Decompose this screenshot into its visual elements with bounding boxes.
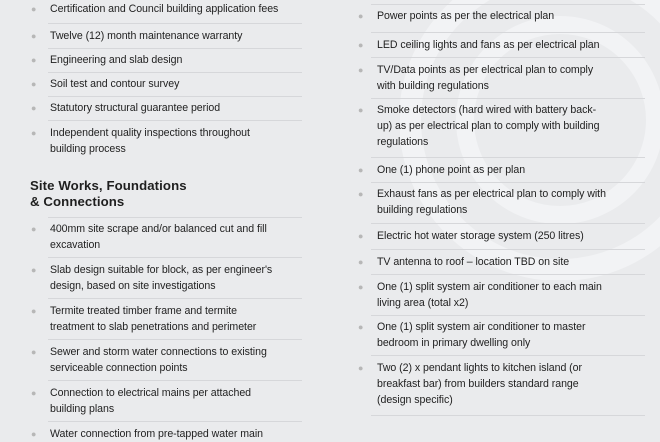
list-item [355,162,645,178]
list-item-text: Sewer and storm water connections to existing [50,346,267,358]
list-item-text: Connection to electrical mains per attached [50,387,252,399]
list-item-text: bedroom in primary dwelling only [377,337,531,349]
bullet-icon: ● [31,4,37,14]
list-item-text: Twelve (12) month maintenance warranty [50,30,243,42]
separator [371,4,645,5]
list-item-text: Independent quality inspections throughout [50,127,250,139]
list-item-text: breakfast bar) from builders standard range [377,378,579,390]
bullet-icon: ● [31,347,37,357]
list-item-text: TV/Data points as per electrical plan to comply [377,64,594,76]
list-item [28,28,310,44]
list-item-text: LED ceiling lights and fans as per electrical plan [377,39,600,51]
bullet-icon: ● [358,282,364,292]
separator [371,315,645,316]
bullet-icon: ● [31,128,37,138]
list-item-text: One (1) split system air conditioner to each main [377,281,602,293]
bullet-icon: ● [358,189,364,199]
separator [371,182,645,183]
list-item-text: Power points as per the electrical plan [377,10,555,22]
list-item [28,52,310,68]
bullet-icon: ● [31,306,37,316]
list-item-text: living area (total x2) [377,297,469,309]
separator [371,32,645,33]
list-item-text: treatment to slab penetrations and perimeter [50,321,257,333]
separator [48,96,302,97]
bullet-icon: ● [358,231,364,241]
separator [371,57,645,58]
list-item-text: (design specific) [377,394,453,406]
bullet-icon: ● [358,363,364,373]
separator [371,157,645,158]
list-item-text: One (1) phone point as per plan [377,164,526,176]
list-item-text: One (1) split system air conditioner to master [377,321,586,333]
list-item-text: Engineering and slab design [50,54,183,66]
separator [48,380,302,381]
bullet-icon: ● [31,79,37,89]
list-item-text: Statutory structural guarantee period [50,102,221,114]
separator [371,223,645,224]
list-item [28,221,310,253]
list-item [355,62,645,94]
bullet-icon: ● [358,257,364,267]
bullet-icon: ● [31,265,37,275]
list-item [28,1,310,17]
list-item [355,37,645,53]
separator [371,249,645,250]
list-item [28,76,310,92]
bullet-icon: ● [358,165,364,175]
list-item-text: with building regulations [377,80,489,92]
bullet-icon: ● [358,40,364,50]
bullet-icon: ● [31,31,37,41]
list-item-text: Two (2) x pendant lights to kitchen island (or [377,362,582,374]
list-item [28,100,310,116]
separator [48,339,302,340]
list-item [28,262,310,294]
bullet-icon: ● [31,429,37,439]
list-item-text: Soil test and contour survey [50,78,180,90]
list-item [28,344,310,376]
separator [48,48,302,49]
list-item-text: Water connection from pre-tapped water main [50,428,263,440]
separator [371,355,645,356]
list-item [355,228,645,244]
separator [48,298,302,299]
separator [371,274,645,275]
list-item-text: up) as per electrical plan to comply with building [377,120,600,132]
list-item-text: design, based on site investigations [50,280,216,292]
list-item-text: excavation [50,239,101,251]
list-item [355,279,645,311]
list-item-text: 400mm site scrape and/or balanced cut and fill [50,223,267,235]
list-item-text: building plans [50,403,115,415]
list-item-text: Termite treated timber frame and termite [50,305,237,317]
bullet-icon: ● [31,55,37,65]
list-item-text: Smoke detectors (hard wired with battery back- [377,104,597,116]
list-item-text: Electric hot water storage system (250 litres) [377,230,584,242]
bullet-icon: ● [31,103,37,113]
bullet-icon: ● [31,388,37,398]
bullet-icon: ● [358,65,364,75]
separator [48,120,302,121]
list-item [355,8,645,24]
list-item [355,186,645,218]
list-item [355,254,645,270]
separator [371,415,645,416]
separator [48,72,302,73]
list-item-text: regulations [377,136,429,148]
bullet-icon: ● [358,105,364,115]
separator [48,217,302,218]
list-item [28,385,310,417]
list-item-text: Exhaust fans as per electrical plan to comply with [377,188,606,200]
separator [371,98,645,99]
list-item-text: Slab design suitable for block, as per engineer's [50,264,273,276]
section-heading: Site Works, Foundations & Connections [30,178,187,209]
separator [48,421,302,422]
list-item-text: building process [50,143,126,155]
bullet-icon: ● [358,322,364,332]
list-item [28,303,310,335]
list-item [28,125,310,157]
list-item [355,360,645,408]
bullet-icon: ● [31,224,37,234]
list-item-text: building regulations [377,204,468,216]
list-item [355,319,645,351]
list-item-text: serviceable connection points [50,362,188,374]
separator [48,257,302,258]
list-item [355,102,645,150]
bullet-icon: ● [358,11,364,21]
separator [48,23,302,24]
list-item-text: TV antenna to roof – location TBD on site [377,256,570,268]
list-item-text: Certification and Council building application fees [50,3,279,15]
